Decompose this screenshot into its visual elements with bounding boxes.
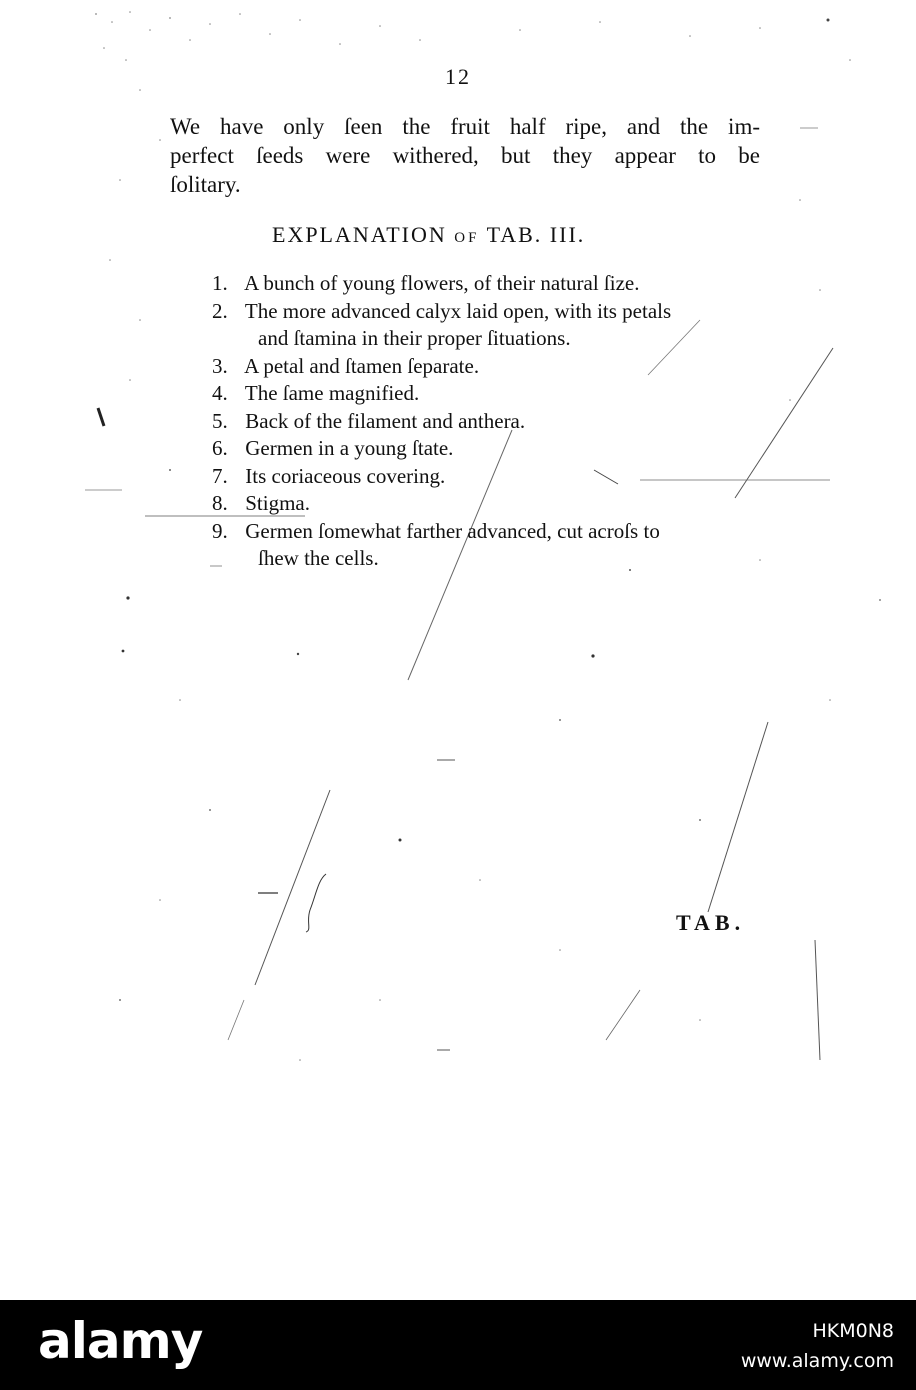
body-paragraph <box>170 112 760 199</box>
list-item <box>212 435 772 463</box>
footer-image-id: HKM0N8 <box>812 1320 894 1342</box>
item-text: Back of the filament and anthera. <box>245 408 526 433</box>
item-text: The more advanced calyx laid open, with its petals <box>244 298 672 323</box>
list-item <box>212 518 772 573</box>
list-item <box>212 463 772 491</box>
item-number: 4. <box>212 381 228 405</box>
heading-tail: TAB. III. <box>486 222 586 247</box>
list-item <box>212 490 772 518</box>
footer-url: www.alamy.com <box>740 1350 894 1372</box>
item-number: 1. <box>212 271 228 295</box>
item-text: Germen ſomewhat farther advanced, cut acroſs to <box>245 518 660 543</box>
item-text-continuation: and ſtamina in their proper ſituations. <box>258 326 571 350</box>
section-heading <box>272 222 585 248</box>
list-item <box>212 380 772 408</box>
item-text: Its coriaceous covering. <box>245 463 446 488</box>
item-number: 8. <box>212 491 228 515</box>
item-number: 3. <box>212 353 228 378</box>
item-number: 7. <box>212 463 228 488</box>
catchword: TAB. <box>676 910 746 935</box>
item-number: 6. <box>212 436 228 460</box>
list-item <box>212 353 772 381</box>
list-item <box>212 298 772 353</box>
item-text: A petal and ſtamen ſeparate. <box>244 353 480 378</box>
page-number: 12 <box>445 64 471 89</box>
footer-logo: alamy <box>38 1312 203 1370</box>
item-number: 2. <box>212 298 228 323</box>
item-text: Stigma. <box>245 491 311 515</box>
item-number: 5. <box>212 408 228 433</box>
heading-small: OF <box>454 230 480 246</box>
paragraph-line: perfect ſeeds were withered, but they appear to be <box>170 143 760 168</box>
paragraph-line: We have only ſeen the fruit half ripe, and the im- <box>170 114 760 139</box>
item-text: Germen in a young ſtate. <box>245 436 454 460</box>
plate-explanation-list <box>212 270 772 573</box>
list-item <box>212 408 772 436</box>
list-item <box>212 270 772 298</box>
item-text: A bunch of young flowers, of their natural ſize. <box>244 271 640 295</box>
paragraph-line: ſolitary. <box>170 172 241 197</box>
item-text: The ſame magnified. <box>244 381 420 405</box>
item-text-continuation: ſhew the cells. <box>258 546 379 570</box>
item-number: 9. <box>212 518 228 543</box>
heading-main: EXPLANATION <box>272 222 447 247</box>
